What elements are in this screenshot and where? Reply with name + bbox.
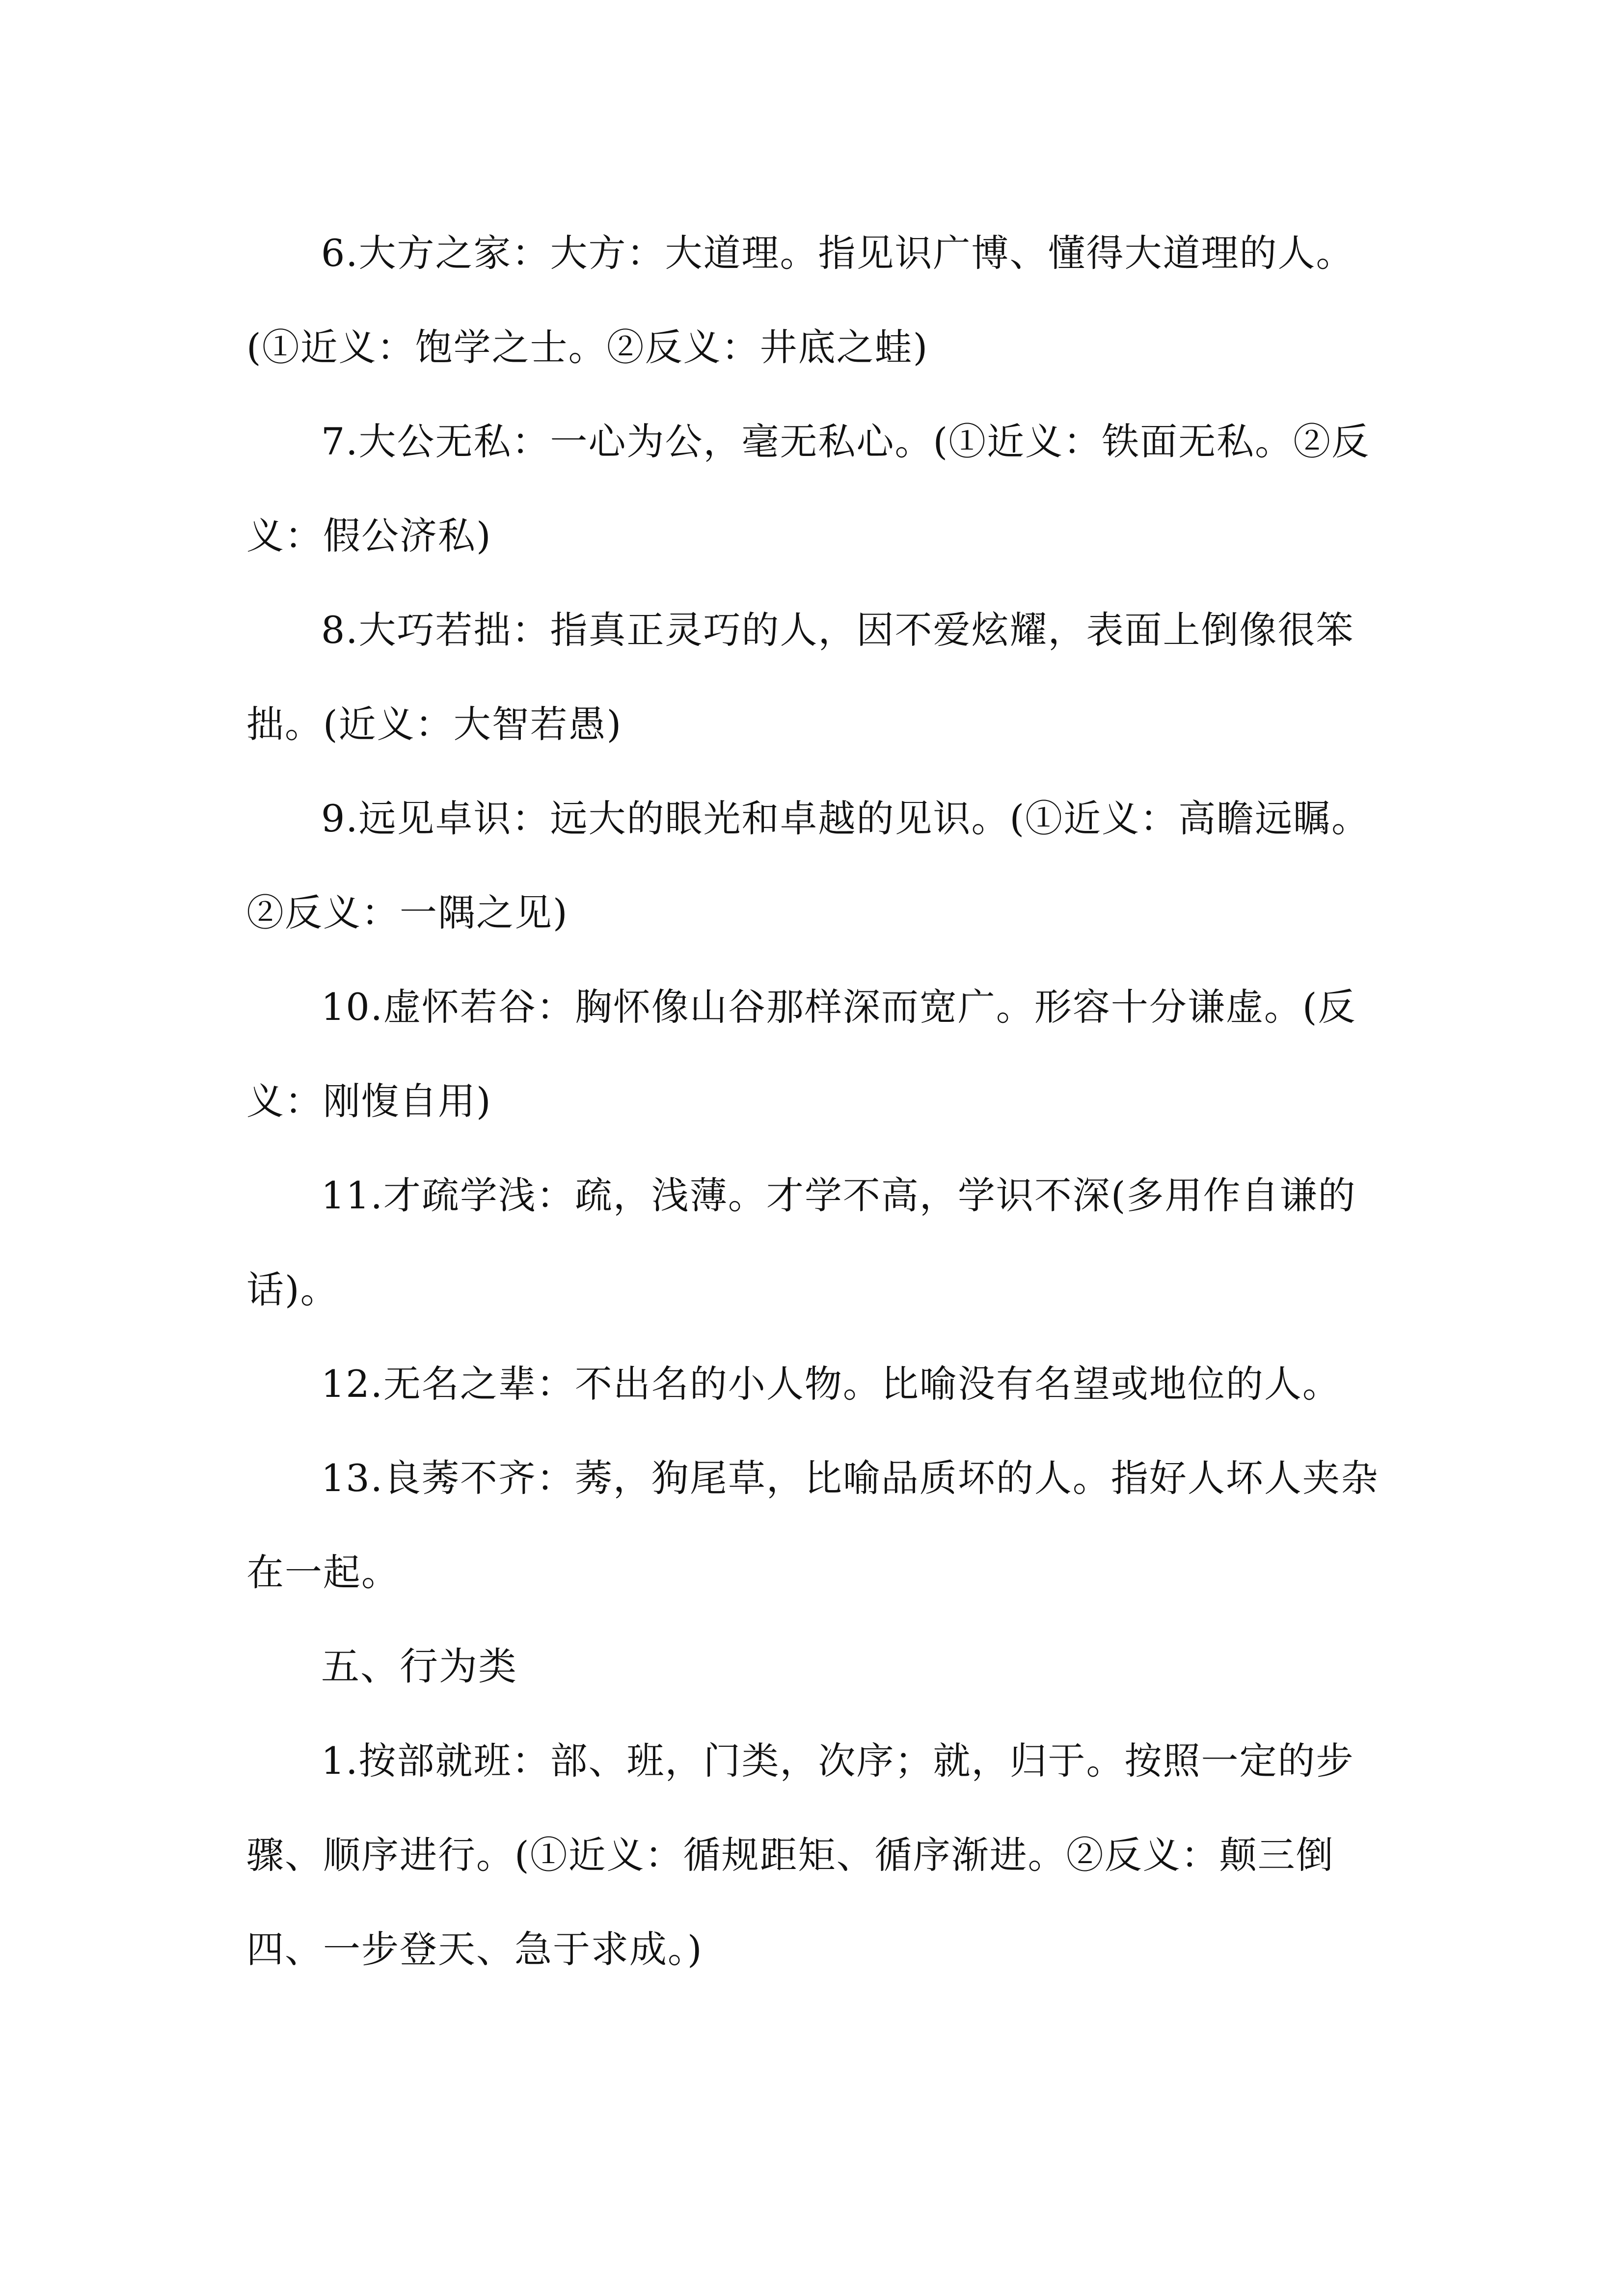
entry-10: 10.虚怀若谷：胸怀像山谷那样深而宽广。形容十分谦虚。(反义：刚愎自用) bbox=[246, 985, 1356, 1123]
entry-6: 6.大方之家：大方：大道理。指见识广博、懂得大道理的人。(①近义：饱学之士。②反义：井底之蛙) bbox=[246, 231, 1354, 369]
entry-11: 11.才疏学浅：疏，浅薄。才学不高，学识不深(多用作自谦的话)。 bbox=[246, 1174, 1356, 1311]
entry-9: 9.远见卓识：远大的眼光和卓越的见识。(①近义：高瞻远瞩。②反义：一隅之见) bbox=[246, 797, 1370, 934]
entry-7: 7.大公无私：一心为公，毫无私心。(①近义：铁面无私。②反义：假公济私) bbox=[246, 420, 1370, 558]
section-heading: 五、行为类 bbox=[321, 1645, 518, 1689]
section-entry-1: 1.按部就班：部、班，门类，次序；就，归于。按照一定的步骤、顺序进行。(①近义：循规距矩、循序渐进。②反义：颠三倒四、一步登天、急于求成。) bbox=[246, 1739, 1354, 1971]
entry-8: 8.大巧若拙：指真正灵巧的人，因不爱炫耀，表面上倒像很笨拙。(近义：大智若愚) bbox=[246, 608, 1354, 746]
entry-12: 12.无名之辈：不出名的小人物。比喻没有名望或地位的人。 bbox=[321, 1362, 1341, 1406]
entry-13: 13.良莠不齐：莠，狗尾草，比喻品质坏的人。指好人坏人夹杂在一起。 bbox=[246, 1456, 1379, 1594]
document-page bbox=[246, 206, 1385, 1997]
